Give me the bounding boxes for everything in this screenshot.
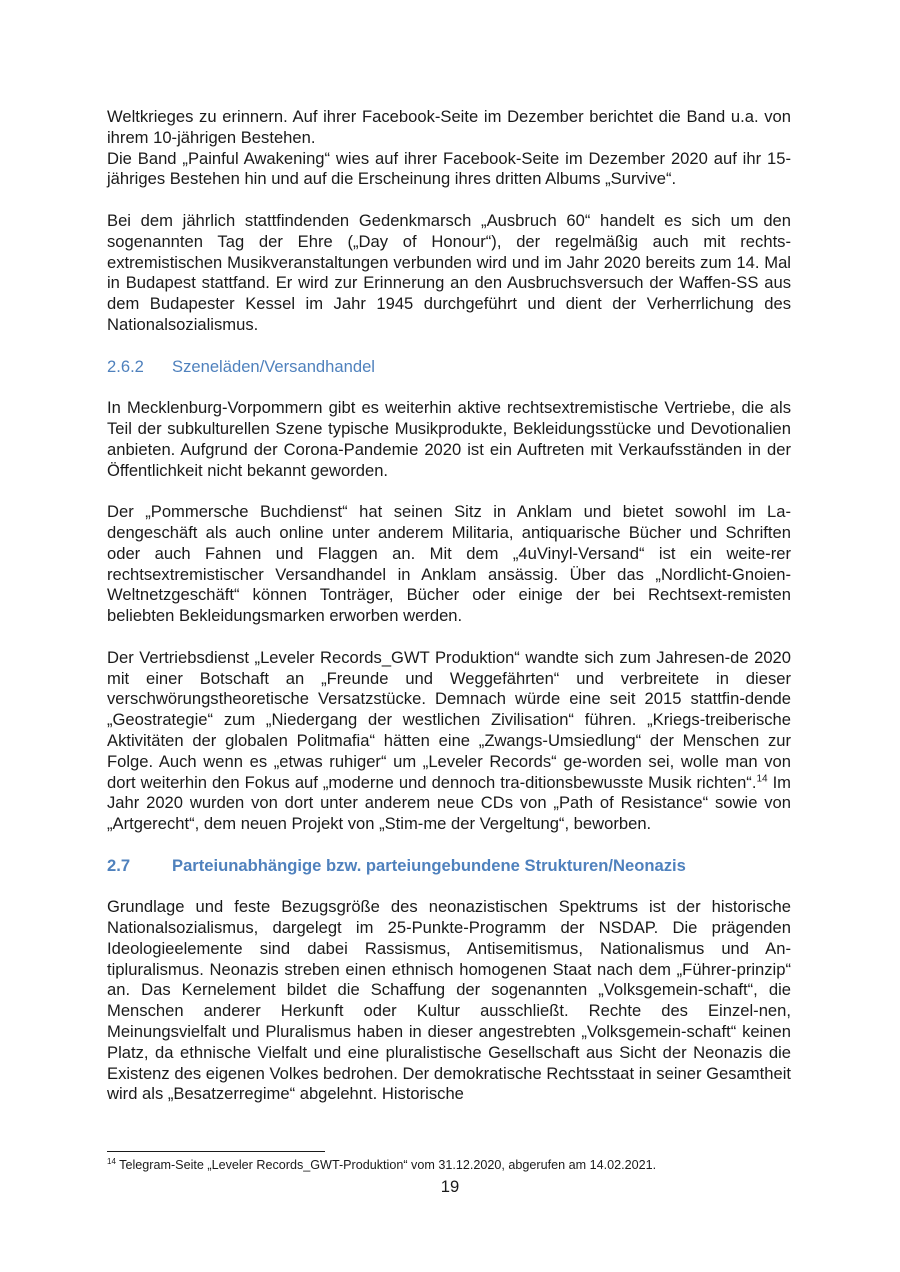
paragraph: Weltkrieges zu erinnern. Auf ihrer Facebook-Seite im Dezember berichtet die Band u.a. von ihrem 10-jährigen Bestehen. (107, 107, 791, 147)
footnote-separator (107, 1151, 325, 1152)
section-number: 2.6.2 (107, 356, 144, 376)
paragraph (107, 648, 791, 835)
footnote (107, 1158, 791, 1173)
section-heading-2-6-2 (107, 357, 791, 378)
footnote-number: 14 (107, 1156, 116, 1166)
page-number: 19 (440, 1177, 460, 1196)
section-number: 2.7 (107, 855, 131, 875)
section-heading-2-7 (107, 856, 791, 877)
paragraph: Grundlage und feste Bezugsgröße des neonazistischen Spektrums ist der historische Nationalsozialismus, dargelegt im 25-Punkte-Programm der NSDAP. Die prägenden Ideologieelemente sind dabei Rassismus, Antisemitismus, Nationalismus und An-tipluralismus. Neonazis streben einen ethnisch homogenen Staat nach dem „Führer-prinzip“ an. Das Kernelement bildet die Schaffung der sogenannten „Volksgemein-schaft“, die Menschen anderer Herkunft oder Kultur ausschließt. Rechte des Einzel-nen, Meinungsvielfalt und Pluralismus haben in dieser angestrebten „Volksgemein-schaft“ keinen Platz, da ethnische Vielfalt und eine pluralistische Gesellschaft aus Sicht der Neonazis die Existenz des eigenen Volkes bedrohen. Der demokratische Rechtsstaat in seiner Gesamtheit wird als „Besatzerregime“ abgelehnt. Historische (107, 897, 791, 1104)
paragraph: Bei dem jährlich stattfindenden Gedenkmarsch „Ausbruch 60“ handelt es sich um den sogenannten Tag der Ehre („Day of Honour“), der regelmäßig auch mit rechts-extremistischen Musikveranstaltungen verbunden wird und im Jahr 2020 bereits zum 14. Mal in Budapest stattfand. Er wird zur Erinnerung an den Ausbruchsversuch der Waffen-SS aus dem Budapester Kessel im Jahr 1945 durchgeführt und dient der Verherrlichung des Nationalsozialismus. (107, 210, 791, 334)
paragraph: In Mecklenburg-Vorpommern gibt es weiterhin aktive rechtsextremistische Vertriebe, die als Teil der subkulturellen Szene typische Musikprodukte, Bekleidungsstücke und Devotionalien anbieten. Aufgrund der Corona-Pandemie 2020 ist ein Auftreten mit Verkaufsständen in der Öffentlichkeit nicht bekannt geworden. (107, 398, 791, 480)
footnote-text: Telegram-Seite „Leveler Records_GWT-Produktion“ vom 31.12.2020, abgerufen am 14.02.2021. (115, 1158, 657, 1172)
paragraph: Die Band „Painful Awakening“ wies auf ihrer Facebook-Seite im Dezember 2020 auf ihr 15-jähriges Bestehen hin und auf die Erscheinung ihres dritten Albums „Survive“. (107, 148, 791, 189)
section-title: Szeneläden/Versandhandel (172, 356, 375, 376)
footnote-reference[interactable]: 14 (756, 772, 768, 784)
paragraph-text: Im Jahr 2020 wurden von dort unter anderem neue CDs von „Path of Resistance“ sowie von „Artgerecht“, dem neuen Projekt von „Stim-me der Vergeltung“, beworben. (107, 772, 792, 834)
body-text (107, 107, 791, 1105)
paragraph: Der „Pommersche Buchdienst“ hat seinen Sitz in Anklam und bietet sowohl im La-dengeschäft als auch online unter anderem Militaria, antiquarische Bücher und Schriften oder auch Fahnen und Flaggen an. Mit dem „4uVinyl-Versand“ ist ein weite-rer rechtsextremistischer Versandhandel in Anklam ansässig. Über das „Nordlicht-Gnoien-Weltnetzgeschäft“ können Tonträger, Bücher oder einige der bei Rechtsext-remisten beliebten Bekleidungsmarken erworben werden. (107, 502, 791, 626)
paragraph-text: Der Vertriebsdienst „Leveler Records_GWT Produktion“ wandte sich zum Jahresen-de 2020 mit einer Botschaft an „Freunde und Weggefährten“ und verbreitete in dieser verschwörungstheoretische Versatzstücke. Demnach würde eine seit 2015 stattfin-dende „Geostrategie“ zum „Niedergang der westlichen Zivilisation“ führen. „Kriegs-treiberische Aktivitäten der globalen Politmafia“ hätten eine „Zwangs-Umsiedlung“ der Menschen zur Folge. Auch wenn es „etwas ruhiger“ um „Leveler Records“ ge-worden sei, wolle man von dort weiterhin den Fokus auf „moderne und dennoch tra-ditionsbewusste Musik richten“. (107, 647, 791, 792)
section-title: Parteiunabhängige bzw. parteiungebundene Strukturen/Neonazis (172, 855, 686, 875)
